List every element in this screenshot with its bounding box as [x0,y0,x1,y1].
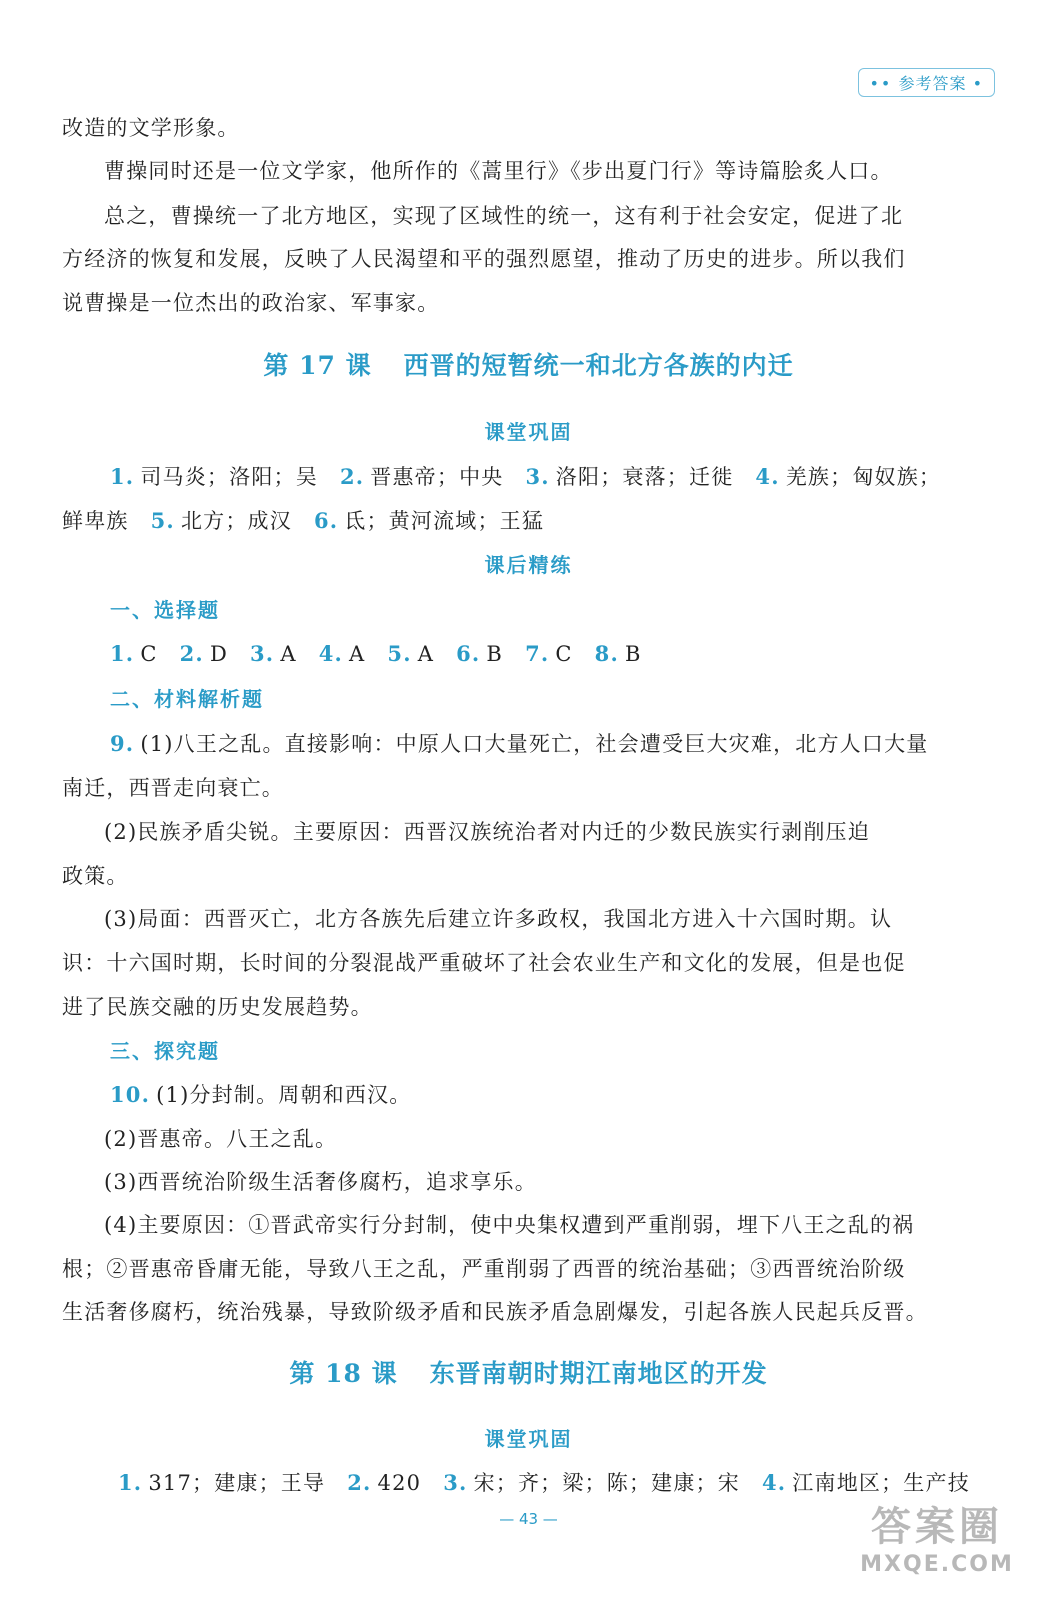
lesson-18-classwork-title: 课堂巩固 [484,1427,573,1451]
q10-line-3: (3)西晋统治阶级生活奢侈腐朽，追求享乐。 [104,1170,537,1194]
badge-dots-icon: •• [869,74,893,93]
choice-item: 8. B [594,641,642,666]
badge-label: 参考答案 [898,74,967,93]
choice-item: 5. A [387,641,435,666]
answer-item: 3. 宋；齐；梁；陈；建康；宋 [443,1470,740,1495]
answer-item: 6. 氐；黄河流域；王猛 [313,508,545,533]
choice-item: 7. C [525,641,573,666]
lesson-18-number: 第 18 课 [289,1359,398,1388]
lesson-18-title: 东晋南朝时期江南地区的开发 [429,1359,768,1388]
q10-number: 10. [110,1082,151,1107]
q9-line-6: 识：十六国时期，长时间的分裂混战严重破坏了社会农业生产和文化的发展，但是也促 [62,951,906,975]
answer-item: 1. 317；建康；王导 [118,1470,326,1495]
q9-number: 9. [110,731,135,756]
answer-item-cont: 鲜卑族 [62,509,129,533]
choice-item: 6. B [456,641,504,666]
intro-line-4: 方经济的恢复和发展，反映了人民渴望和平的强烈愿望，推动了历史的进步。所以我们 [62,247,906,271]
choice-item: 3. A [249,641,297,666]
lesson-17-title: 西晋的短暂统一和北方各族的内迁 [403,351,794,380]
q9-line-5: (3)局面：西晋灭亡，北方各族先后建立许多政权，我国北方进入十六国时期。认 [104,907,893,931]
lesson-17-number: 第 17 课 [263,351,372,380]
intro-line-2: 曹操同时还是一位文学家，他所作的《蒿里行》《步出夏门行》等诗篇脍炙人口。 [104,159,893,183]
q10-line-4: (4)主要原因：①晋武帝实行分封制，使中央集权遭到严重削弱，埋下八王之乱的祸 [104,1213,915,1237]
lesson-17-classwork-line-2 [62,507,992,535]
watermark-top: 答案圈 [871,1504,1003,1550]
watermark-bottom: MXQE.COM [860,1552,1014,1577]
lesson-17-classwork-line-1 [110,463,992,491]
lesson-17-classwork-title: 课堂巩固 [484,420,573,444]
choice-answers [110,640,992,668]
choice-item: 2. D [179,641,228,666]
watermark-logo [837,1504,1037,1592]
section-choice-title: 一、选择题 [110,598,220,622]
q10-line-6: 生活奢侈腐朽，统治残暴，导致阶级矛盾和民族矛盾急剧爆发，引起各族人民起兵反晋。 [62,1300,928,1324]
answer-item: 4. 羌族；匈奴族； [755,464,942,489]
lesson-17-heading [0,352,1057,380]
q10-line-2: (2)晋惠帝。八王之乱。 [104,1127,338,1151]
answer-item: 5. 北方；成汉 [150,508,292,533]
choice-item: 1. C [110,641,158,666]
section-inquiry-title: 三、探究题 [110,1039,220,1063]
q9-line-1: 9. (1)八王之乱。直接影响：中原人口大量死亡，社会遭受巨大灾难，北方人口大量 [110,731,929,756]
intro-line-3: 总之，曹操统一了北方地区，实现了区域性的统一，这有利于社会安定，促进了北 [104,204,904,228]
q9-line-3: (2)民族矛盾尖锐。主要原因：西晋汉族统治者对内迁的少数民族实行剥削压迫 [104,820,870,844]
lesson-18-classwork-line-1 [118,1469,992,1497]
answer-item: 4. 江南地区；生产技 [761,1470,970,1495]
header-badge [858,68,995,97]
badge-dot-icon: • [972,74,984,93]
answer-item: 3. 洛阳；衰落；迁徙 [525,464,734,489]
answer-item: 1. 司马炎；洛阳；吴 [110,464,318,489]
intro-line-1: 改造的文学形象。 [62,116,240,140]
page-number: — 43 — [499,1510,558,1528]
q10-line-1: 10. (1)分封制。周朝和西汉。 [110,1082,412,1107]
answer-item: 2. 晋惠帝；中央 [339,464,504,489]
q9-line-7: 进了民族交融的历史发展趋势。 [62,995,373,1019]
answer-item: 2. 420 [347,1470,422,1495]
q10-line-5: 根；②晋惠帝昏庸无能，导致八王之乱，严重削弱了西晋的统治基础；③西晋统治阶级 [62,1257,906,1281]
section-material-title: 二、材料解析题 [110,687,264,711]
intro-line-5: 说曹操是一位杰出的政治家、军事家。 [62,291,440,315]
choice-item: 4. A [318,641,366,666]
q9-line-2: 南迁，西晋走向衰亡。 [62,776,284,800]
lesson-18-heading [0,1360,1057,1388]
q9-line-4: 政策。 [62,864,129,888]
lesson-17-practice-title: 课后精练 [484,553,573,577]
